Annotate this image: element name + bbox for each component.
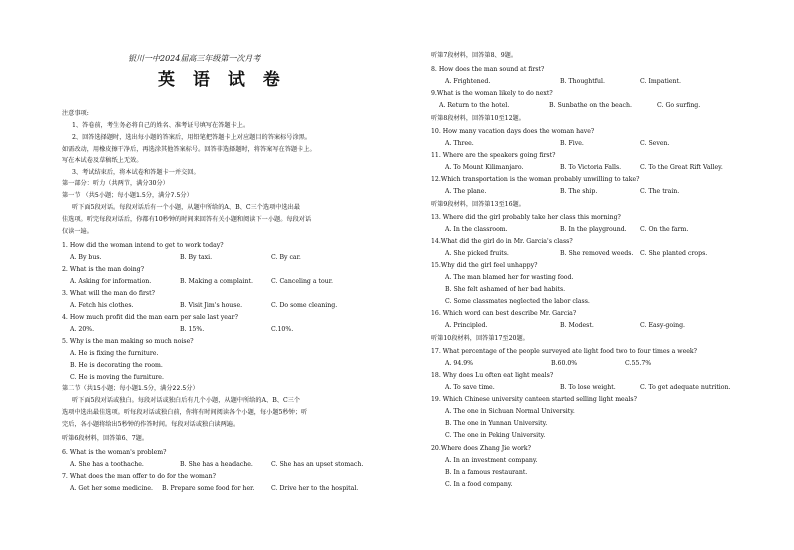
material-instruction: 听第9段材料，回答第13至16题。 [431,201,525,208]
option-b: B. She has a headache. [180,461,253,468]
question-stem: 15.Why did the girl feel unhappy? [431,262,538,269]
section-two-title: 第二节（共15小题；每小题1.5分，满分22.5分） [62,385,199,392]
question-stem: 12.Which transportation is the woman probably unwilling to take? [431,176,640,183]
question-stem: 9.What is the woman likely to do next? [431,90,553,97]
option-c: C. Impatient. [640,78,681,85]
option-c: C.55.7% [625,360,652,367]
option-c: C. In a food company. [445,481,513,488]
option-a: A. The plane. [445,188,487,195]
option-b: B. In a famous restaurant. [445,469,528,476]
question-stem: 17. What percentage of the people surveyed ate light food two to four times a week? [431,348,697,355]
question-stem: 3. What will the man do first? [62,290,155,297]
material-instruction: 听第10段材料，回答第17至20题。 [431,335,529,342]
option-b: B. Visit Jim's house. [180,302,243,309]
option-b: B. Sunbathe on the beach. [549,102,632,109]
option-c: C. The train. [640,188,680,195]
question-stem: 13. Where did the girl probably take her class this morning? [431,214,621,221]
option-c: C. Easy-going. [640,322,685,329]
option-c: C. Go surfing. [657,102,701,109]
option-b: B. She removed weeds. [560,250,634,257]
material-instruction: 听第7段材料，回答第8、9题。 [431,52,518,59]
material-instruction: 听第6段材料，回答第6、7题。 [62,435,149,442]
option-a: A. Get her some medicine. [70,485,153,492]
option-b: B. Thoughtful. [560,78,605,85]
option-a: A. In the classroom. [445,226,508,233]
option-c: C. She has an upset stomach. [271,461,364,468]
option-a: A. Three. [445,140,474,147]
option-b: B. To Victoria Falls. [560,164,622,171]
option-a: A. 94.9% [445,360,474,367]
exam-title: 英 语 试 卷 [158,70,286,90]
option-c: C. Do some cleaning. [271,302,338,309]
question-stem: 1. How did the woman intend to get to work today? [62,242,224,249]
section-one-desc: 佳选项。听完每段对话后，你都有10秒钟的时间来回答有关小题和阅读下一小题。每段对话 [62,216,312,223]
option-b: B. To lose weight. [560,384,616,391]
material-instruction: 听第8段材料，回答第10至12题。 [431,115,525,122]
section-two-desc: 完后，各小题将给出5秒钟的作答时间。每段对话或独白读两遍。 [62,421,240,428]
section-two-desc: 听下面5段对话或独白。每段对话或独白后有几个小题，从题中所给的A、B、C三个 [72,397,301,404]
option-b: B. She felt ashamed of her bad habits. [445,286,566,293]
option-a: A. Frightened. [445,78,491,85]
option-c: C. Some classmates neglected the labor class. [445,298,590,305]
option-b: B. In the playground. [560,226,627,233]
question-stem: 5. Why is the man making so much noise? [62,338,194,345]
option-c: C. To the Great Rift Valley. [640,164,723,171]
notice-item: 如需改动，用橡皮擦干净后，再选涂其他答案标号。回答非选择题时，将答案写在答题卡上。 [62,146,316,153]
option-a: A. To save time. [445,384,495,391]
option-b: B. Making a complaint. [180,278,253,285]
notice-item: 2、回答选择题时，选出每小题的答案后，用铅笔把答题卡上对应题目的答案标号涂黑。 [72,134,312,141]
question-stem: 8. How does the man sound at first? [431,66,545,73]
option-c: C. Canceling a tour. [271,278,333,285]
option-b: B. The ship. [560,188,598,195]
option-b: B. Modest. [560,322,594,329]
question-stem: 2. What is the man doing? [62,266,145,273]
notice-item: 1、答卷前，考生务必将自己的姓名、准考证号填写在答题卡上。 [72,122,250,129]
option-c: C. He is moving the furniture. [70,374,164,381]
option-b: B.60.0% [551,360,578,367]
option-c: C. Seven. [640,140,670,147]
option-c: C. The one in Peking University. [445,432,546,439]
question-stem: 14.What did the girl do in Mr. Garcia's class? [431,238,573,245]
section-one-desc: 仅读一遍。 [62,228,93,235]
question-stem: 18. Why does Lu often eat light meals? [431,372,554,379]
notice-item: 3、考试结束后，将本试卷和答题卡一并交回。 [72,169,200,176]
option-a: A. 20%. [70,326,95,333]
option-a: A. To Mount Kilimanjaro. [445,164,524,171]
option-b: B. 15%. [180,326,205,333]
option-a: A. In an investment company. [445,457,538,464]
question-stem: 7. What does the man offer to do for the woman? [62,473,216,480]
option-a: A. By bus. [70,254,102,261]
option-b: B. By taxi. [180,254,213,261]
option-b: B. The one in Yunnan University. [445,420,548,427]
option-a: A. Return to the hotel. [439,102,510,109]
option-a: A. The one in Sichuan Normal University. [445,408,575,415]
option-a: A. Asking for information. [70,278,152,285]
option-a: A. Principled. [445,322,488,329]
question-stem: 4. How much profit did the man earn per sale last year? [62,314,238,321]
option-b: B. Prepare some food for her. [162,485,255,492]
section-one-desc: 听下面5段对话。每段对话后有一个小题，从题中所给的A、B、C三个选项中选出最 [72,204,301,211]
section-one-title: 第一节 （共5小题；每小题1.5分，满分7.5分） [62,192,193,199]
option-c: C. On the farm. [640,226,689,233]
section-two-desc: 选项中选出最佳选项。听每段对话或独白前，你将有时间阅读各个小题，每小题5秒钟；听 [62,409,308,416]
option-a: A. Fetch his clothes. [70,302,134,309]
notice-item: 写在本试卷及草稿纸上无效。 [62,157,143,164]
option-c: C.10%. [271,326,294,333]
option-c: C. To get adequate nutrition. [640,384,731,391]
option-a: A. He is fixing the furniture. [70,350,159,357]
option-c: C. She planted crops. [640,250,708,257]
question-stem: 20.Where does Zhang Jie work? [431,445,531,452]
option-a: A. She picked fruits. [445,250,509,257]
question-stem: 11. Where are the speakers going first? [431,152,556,159]
question-stem: 16. Which word can best describe Mr. Garcia? [431,310,577,317]
option-a: A. She has a toothache. [70,461,144,468]
option-c: C. Drive her to the hospital. [271,485,359,492]
question-stem: 6. What is the woman's problem? [62,449,167,456]
option-c: C. By car. [271,254,301,261]
exam-header: 银川一中2024届高三年级第一次月考 [128,54,261,63]
notice-title: 注意事项: [62,110,89,117]
question-stem: 19. Which Chinese university canteen started selling light meals? [431,396,637,403]
option-b: B. Five. [560,140,584,147]
option-a: A. The man blamed her for wasting food. [445,274,574,281]
option-b: B. He is decorating the room. [70,362,163,369]
part-one-title: 第一部分：听力（共两节，满分30分） [62,180,169,187]
question-stem: 10. How many vacation days does the woman have? [431,128,595,135]
